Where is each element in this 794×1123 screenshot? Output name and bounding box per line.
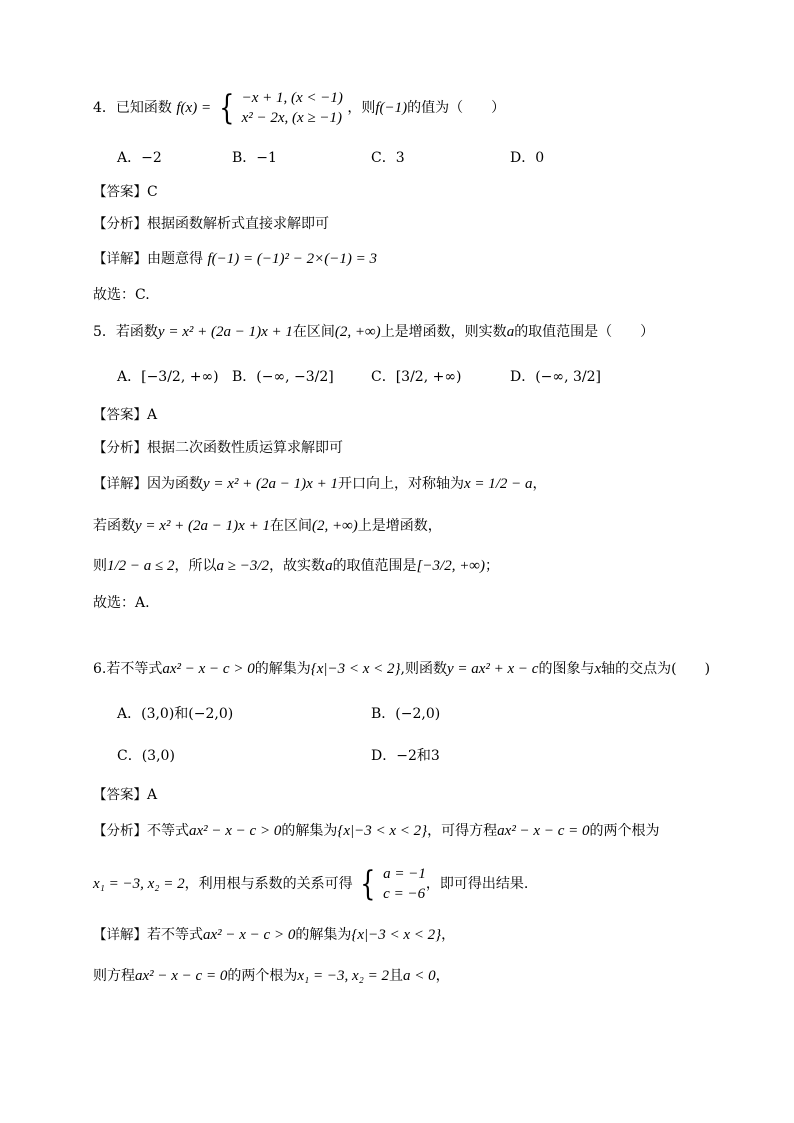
- q6-detail-line1: 【详解】若不等式ax² − x − c > 0的解集为{x|−3 < x < 2}，: [93, 927, 456, 943]
- q5-detail-line3: 则1/2 − a ≤ 2，所以a ≥ −3/2，故实数a的取值范围是[−3/2, +∞)；: [93, 558, 499, 574]
- q4-analysis: 【分析】根据函数解析式直接求解即可: [93, 216, 329, 232]
- q6-answer: 【答案】A: [93, 787, 158, 803]
- q4-stem: 4．已知函数 f(x) = { −x + 1, (x < −1) x² − 2x, (x ≥ −1) ，则f(−1)的值为（ ）: [93, 88, 506, 128]
- q6-analysis-line2: x₁ = −3, x₂ = 2，利用根与系数的关系可得 { a = −1 c = −6 ，即可得出结果.: [93, 864, 529, 904]
- q6-system: a = −1 c = −6: [383, 866, 426, 902]
- q6-option-b: B．(−2,0): [371, 706, 441, 722]
- q4-conclusion: 故选：C.: [93, 287, 150, 303]
- q5-analysis: 【分析】根据二次函数性质运算求解即可: [93, 440, 343, 456]
- q5-conclusion: 故选：A.: [93, 595, 150, 611]
- q5-answer: 【答案】A: [93, 407, 158, 423]
- left-brace-icon: {: [360, 864, 376, 904]
- q4-option-d: D．0: [510, 150, 545, 166]
- q5-option-a: A．[−3/2, +∞): [117, 369, 219, 385]
- q5-stem: 5．若函数y = x² + (2a − 1)x + 1在区间(2, +∞)上是增函数，则实数a的取值范围是（ ）: [93, 324, 655, 340]
- q6-analysis-line1: 【分析】不等式ax² − x − c > 0的解集为{x|−3 < x < 2}，可得方程ax² − x − c = 0的两个根为: [93, 823, 660, 839]
- q4-func-label: f(x) =: [176, 100, 212, 116]
- q6-stem: 6.若不等式ax² − x − c > 0的解集为{x|−3 < x < 2},则函数y = ax² + x − c的图象与x轴的交点为( ): [93, 661, 711, 677]
- q6-option-c: C．(3,0): [117, 748, 175, 764]
- q4-detail: 【详解】由题意得 f(−1) = (−1)² − 2×(−1) = 3: [93, 251, 377, 267]
- q5-option-d: D．(−∞, 3/2]: [510, 369, 601, 385]
- q4-answer: 【答案】C: [93, 184, 158, 200]
- q4-option-a: A．−2: [117, 150, 162, 166]
- q4-option-c: C．3: [371, 150, 405, 166]
- q6-option-a: A．(3,0)和(−2,0): [117, 706, 234, 722]
- q6-detail-line2: 则方程ax² − x − c = 0的两个根为x₁ = −3, x₂ = 2且a < 0，: [93, 968, 450, 984]
- q5-option-b: B．(−∞, −3/2]: [232, 369, 334, 385]
- q6-option-d: D．−2和3: [371, 748, 440, 764]
- q5-option-c: C．[3/2, +∞): [371, 369, 462, 385]
- q4-option-b: B．−1: [232, 150, 277, 166]
- q5-detail-line2: 若函数y = x² + (2a − 1)x + 1在区间(2, +∞)上是增函数，: [93, 518, 442, 534]
- q5-detail-line1: 【详解】因为函数y = x² + (2a − 1)x + 1开口向上，对称轴为x = 1/2 − a，: [93, 476, 547, 492]
- left-brace-icon: {: [218, 88, 234, 128]
- q4-piecewise: −x + 1, (x < −1) x² − 2x, (x ≥ −1): [241, 90, 343, 126]
